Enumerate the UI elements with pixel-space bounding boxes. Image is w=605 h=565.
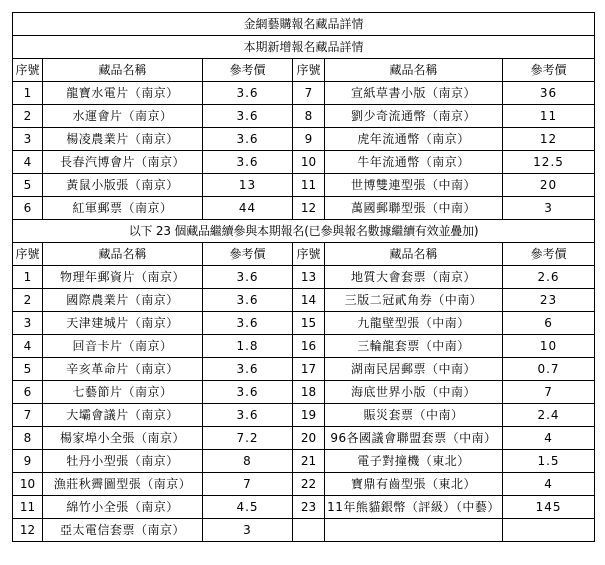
header-price: 參考價 xyxy=(203,243,293,266)
item-price: 6 xyxy=(503,312,595,335)
item-price: 3.6 xyxy=(203,151,293,174)
item-name: 龍寶水電片（南京） xyxy=(43,82,203,105)
item-seq xyxy=(293,519,325,542)
item-price: 145 xyxy=(503,496,595,519)
item-seq: 1 xyxy=(13,82,43,105)
item-price: 1.8 xyxy=(203,335,293,358)
header-price: 參考價 xyxy=(503,243,595,266)
item-seq: 9 xyxy=(13,450,43,473)
item-name: 長春汽博會片（南京） xyxy=(43,151,203,174)
table-row xyxy=(13,335,595,358)
item-name xyxy=(325,519,503,542)
item-seq: 11 xyxy=(293,174,325,197)
item-seq: 10 xyxy=(293,151,325,174)
item-name: 96各國議會聯盟套票（中南） xyxy=(325,427,503,450)
item-seq: 11 xyxy=(13,496,43,519)
item-name: 牡丹小型張（南京） xyxy=(43,450,203,473)
item-price: 3 xyxy=(503,197,595,220)
item-name: 地質大會套票（南京） xyxy=(325,266,503,289)
item-price: 7 xyxy=(503,381,595,404)
page-title: 金網藝購報名藏品詳情 xyxy=(13,13,595,36)
item-seq: 3 xyxy=(13,312,43,335)
item-name: 紅軍郵票（南京） xyxy=(43,197,203,220)
item-seq: 5 xyxy=(13,174,43,197)
item-seq: 2 xyxy=(13,289,43,312)
item-price: 4.5 xyxy=(203,496,293,519)
table-row xyxy=(13,82,595,105)
item-price: 3.6 xyxy=(203,289,293,312)
item-seq: 9 xyxy=(293,128,325,151)
item-name: 七藝節片（南京） xyxy=(43,381,203,404)
item-price: 10 xyxy=(503,335,595,358)
header-seq: 序號 xyxy=(13,243,43,266)
item-name: 九龍壁型張（中南） xyxy=(325,312,503,335)
item-seq: 4 xyxy=(13,151,43,174)
item-price xyxy=(503,519,595,542)
item-name: 虎年流通幣（南京） xyxy=(325,128,503,151)
item-price: 7 xyxy=(203,473,293,496)
table-row xyxy=(13,427,595,450)
item-price: 3.6 xyxy=(203,381,293,404)
item-price: 3.6 xyxy=(203,266,293,289)
table-row xyxy=(13,197,595,220)
item-price: 12.5 xyxy=(503,151,595,174)
item-seq: 5 xyxy=(13,358,43,381)
item-price: 44 xyxy=(203,197,293,220)
item-seq: 12 xyxy=(293,197,325,220)
item-price: 2.4 xyxy=(503,404,595,427)
item-name: 水運會片（南京） xyxy=(43,105,203,128)
item-seq: 10 xyxy=(13,473,43,496)
item-price: 36 xyxy=(503,82,595,105)
item-name: 天津建城片（南京） xyxy=(43,312,203,335)
header-row xyxy=(13,59,595,82)
item-price: 3.6 xyxy=(203,404,293,427)
item-seq: 2 xyxy=(13,105,43,128)
table-row xyxy=(13,381,595,404)
table-row xyxy=(13,174,595,197)
item-name: 宣紙草書小版（南京） xyxy=(325,82,503,105)
section-note-continued: 以下 23 個藏品繼續參與本期報名(已參與報名數據繼續有效並疊加) xyxy=(13,220,595,243)
item-seq: 14 xyxy=(293,289,325,312)
table-row xyxy=(13,496,595,519)
item-price: 3 xyxy=(203,519,293,542)
item-name: 牛年流通幣（南京） xyxy=(325,151,503,174)
title-row xyxy=(13,13,595,36)
item-price: 1.5 xyxy=(503,450,595,473)
header-seq: 序號 xyxy=(13,59,43,82)
item-seq: 1 xyxy=(13,266,43,289)
item-name: 寶鼎有齒型張（東北） xyxy=(325,473,503,496)
item-name: 海底世界小版（中南） xyxy=(325,381,503,404)
item-price: 20 xyxy=(503,174,595,197)
item-name: 國際農業片（南京） xyxy=(43,289,203,312)
item-name: 物理年郵資片（南京） xyxy=(43,266,203,289)
item-seq: 22 xyxy=(293,473,325,496)
item-price: 11 xyxy=(503,105,595,128)
table-row xyxy=(13,404,595,427)
item-name: 漁莊秋霽圖型張（南京） xyxy=(43,473,203,496)
table-row xyxy=(13,105,595,128)
table-row xyxy=(13,358,595,381)
header-seq: 序號 xyxy=(293,59,325,82)
item-seq: 8 xyxy=(13,427,43,450)
item-seq: 15 xyxy=(293,312,325,335)
item-price: 2.6 xyxy=(503,266,595,289)
item-name: 黃鼠小版張（南京） xyxy=(43,174,203,197)
item-seq: 3 xyxy=(13,128,43,151)
item-price: 4 xyxy=(503,427,595,450)
table-row xyxy=(13,450,595,473)
item-name: 三輪龍套票（中南） xyxy=(325,335,503,358)
item-price: 3.6 xyxy=(203,128,293,151)
item-seq: 23 xyxy=(293,496,325,519)
item-seq: 12 xyxy=(13,519,43,542)
header-row xyxy=(13,243,595,266)
item-name: 辛亥革命片（南京） xyxy=(43,358,203,381)
item-name: 11年熊貓銀幣（評級）（中藝） xyxy=(325,496,503,519)
header-name: 藏品名稱 xyxy=(43,59,203,82)
item-price: 3.6 xyxy=(203,312,293,335)
header-name: 藏品名稱 xyxy=(325,243,503,266)
item-seq: 21 xyxy=(293,450,325,473)
table-row xyxy=(13,128,595,151)
header-price: 參考價 xyxy=(203,59,293,82)
section-title-new: 本期新增報名藏品詳情 xyxy=(13,36,595,59)
header-seq: 序號 xyxy=(293,243,325,266)
item-name: 大壩會議片（南京） xyxy=(43,404,203,427)
item-price: 3.6 xyxy=(203,358,293,381)
item-price: 12 xyxy=(503,128,595,151)
item-seq: 6 xyxy=(13,197,43,220)
item-price: 8 xyxy=(203,450,293,473)
table-row xyxy=(13,266,595,289)
subtitle-row xyxy=(13,36,595,59)
table-row xyxy=(13,289,595,312)
item-price: 4 xyxy=(503,473,595,496)
item-seq: 7 xyxy=(293,82,325,105)
item-name: 亞太電信套票（南京） xyxy=(43,519,203,542)
item-price: 3.6 xyxy=(203,82,293,105)
item-seq: 17 xyxy=(293,358,325,381)
table-row xyxy=(13,312,595,335)
header-name: 藏品名稱 xyxy=(325,59,503,82)
item-seq: 8 xyxy=(293,105,325,128)
table-row xyxy=(13,151,595,174)
item-name: 萬國郵聯型張（中南） xyxy=(325,197,503,220)
item-seq: 6 xyxy=(13,381,43,404)
note-row xyxy=(13,220,595,243)
item-name: 回音卡片（南京） xyxy=(43,335,203,358)
item-name: 湖南民居郵票（中南） xyxy=(325,358,503,381)
item-seq: 13 xyxy=(293,266,325,289)
item-name: 賑災套票（中南） xyxy=(325,404,503,427)
item-name: 劉少奇流通幣（南京） xyxy=(325,105,503,128)
item-price: 3.6 xyxy=(203,105,293,128)
collectibles-table xyxy=(12,12,595,542)
item-seq: 16 xyxy=(293,335,325,358)
item-price: 23 xyxy=(503,289,595,312)
item-price: 0.7 xyxy=(503,358,595,381)
item-price: 13 xyxy=(203,174,293,197)
item-name: 楊凌農業片（南京） xyxy=(43,128,203,151)
item-name: 電子對撞機（東北） xyxy=(325,450,503,473)
item-name: 綿竹小全張（南京） xyxy=(43,496,203,519)
header-price: 參考價 xyxy=(503,59,595,82)
item-seq: 20 xyxy=(293,427,325,450)
item-name: 三版二冠貳角券（中南） xyxy=(325,289,503,312)
item-seq: 18 xyxy=(293,381,325,404)
item-seq: 7 xyxy=(13,404,43,427)
header-name: 藏品名稱 xyxy=(43,243,203,266)
item-name: 世博雙連型張（中南） xyxy=(325,174,503,197)
item-seq: 19 xyxy=(293,404,325,427)
item-price: 7.2 xyxy=(203,427,293,450)
table-row xyxy=(13,473,595,496)
table-row xyxy=(13,519,595,542)
item-name: 楊家埠小全張（南京） xyxy=(43,427,203,450)
item-seq: 4 xyxy=(13,335,43,358)
